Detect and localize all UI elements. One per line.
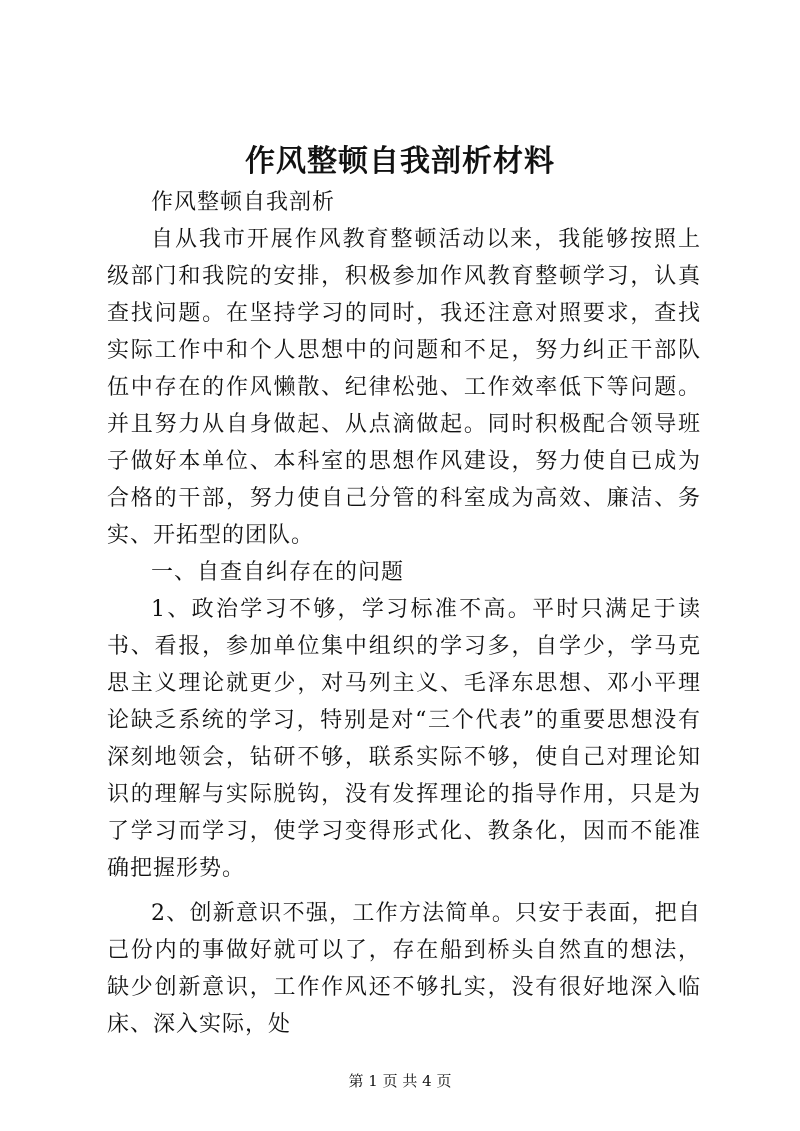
document-body (107, 184, 701, 1043)
document-subtitle: 作风整顿自我剖析 (151, 190, 336, 215)
document-title: 作风整顿自我剖析材料 (245, 144, 555, 179)
page-number-footer: 第 1 页 共 4 页 (348, 1072, 452, 1090)
item-paragraph-1: 1、政治学习不够，学习标准不高。平时只满足于读书、看报，参加单位集中组织的学习多，自学少，学马克思主义理论就更少，对马列主义、毛泽东思想、邓小平理论缺乏系统的学习，特别是对“三个代表”的重要思想没有深刻地领会，钻研不够，联系实际不够，使自己对理论知识的理解与实际脱钩，没有发挥理论的指导作用，只是为了学习而学习，使学习变得形式化、教条化，因而不能准确把握形势。 (107, 597, 701, 881)
item-paragraph-2: 2、创新意识不强，工作方法简单。只安于表面，把自己份内的事做好就可以了，存在船到桥头自然直的想法，缺少创新意识，工作作风还不够扎实，没有很好地深入临床、深入实际，处 (107, 901, 701, 1037)
section-heading: 一、自查自纠存在的问题 (151, 560, 405, 585)
intro-paragraph: 自从我市开展作风教育整顿活动以来，我能够按照上级部门和我院的安排，积极参加作风教育整顿学习，认真查找问题。在坚持学习的同时，我还注意对照要求，查找实际工作中和个人思想中的问题和不足，努力纠正干部队伍中存在的作风懒散、纪律松弛、工作效率低下等问题。并且努力从自身做起、从点滴做起。同时积极配合领导班子做好本单位、本科室的思想作风建设，努力使自已成为合格的干部，努力使自己分管的科室成为高效、廉洁、务实、开拓型的团队。 (107, 227, 701, 548)
paragraph-spacer (107, 887, 701, 895)
